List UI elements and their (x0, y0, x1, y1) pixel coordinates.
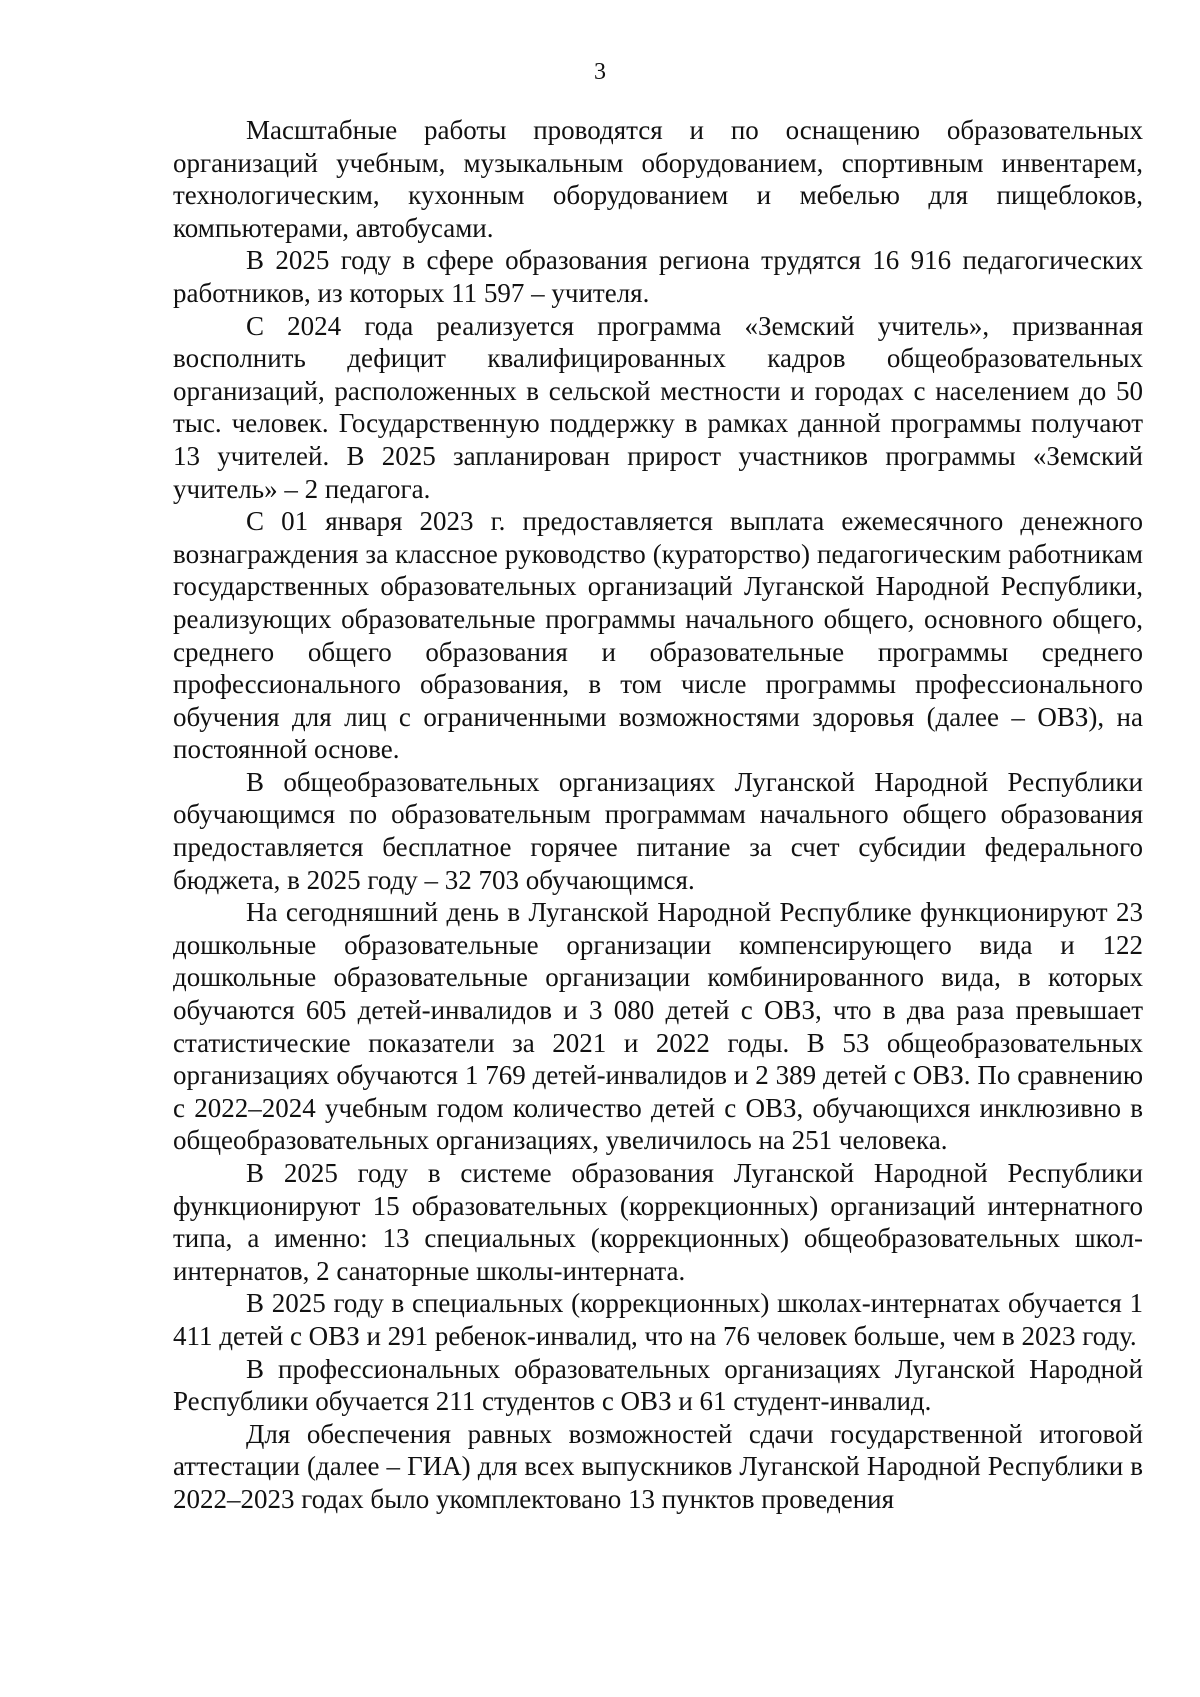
paragraph-teachers-count: В 2025 году в сфере образования региона трудятся 16 916 педагогических работников, из которых 11 597 – учителя. (173, 245, 1143, 308)
paragraph-preschool-inclusion: На сегодняшний день в Луганской Народной Республике функционируют 23 дошкольные образовательные организации компенсирующего вида и 122 дошкольные образовательные организации комбинированного вида, в которых обучаются 605 детей-инвалидов и 3 080 детей с ОВЗ, что в два раза превышает статистические показатели за 2021 и 2022 годы. В 53 общеобразовательных организациях обучаются 1 769 детей-инвалидов и 2 389 детей с ОВЗ. По сравнению с 2022–2024 учебным годом количество детей с ОВЗ, обучающихся инклюзивно в общеобразовательных организациях, увеличилось на 251 человека. (173, 897, 1143, 1156)
paragraph-free-meals: В общеобразовательных организациях Луганской Народной Республики обучающимся по образовательным программам начального общего образования предоставляется бесплатное горячее питание за счет субсидии федерального бюджета, в 2025 году – 32 703 обучающимся. (173, 766, 1143, 895)
paragraph-boarding-schools: В 2025 году в системе образования Луганской Народной Республики функционируют 15 образовательных (коррекционных) организаций интернатного типа, а именно: 13 специальных (коррекционных) общеобразовательных школ-интернатов, 2 санаторные школы-интерната. (173, 1158, 1143, 1286)
paragraph-boarding-students: В 2025 году в специальных (коррекционных) школах-интернатах обучается 1 411 детей с ОВЗ и 291 ребенок-инвалид, что на 76 человек больше, чем в 2023 году. (173, 1288, 1143, 1351)
paragraph-class-guidance-payment: С 01 января 2023 г. предоставляется выплата ежемесячного денежного вознаграждения за классное руководство (кураторство) педагогическим работникам государственных образовательных организаций Луганской Народной Республики, реализующих образовательные программы начального общего, основного общего, среднего общего образования и образовательные программы среднего профессионального образования, в том числе программы профессионального обучения для лиц с ограниченными возможностями здоровья (далее – ОВЗ), на постоянной основе. (173, 506, 1143, 765)
page-number: 3 (594, 59, 606, 85)
paragraph-zemsky-teacher: С 2024 года реализуется программа «Земский учитель», призванная восполнить дефицит квалифицированных кадров общеобразовательных организаций, расположенных в сельской местности и городах с населением до 50 тыс. человек. Государственную поддержку в рамках данной программы получают 13 учителей. В 2025 запланирован прирост участников программы «Земский учитель» – 2 педагога. (173, 310, 1143, 504)
paragraph-equipment: Масштабные работы проводятся и по оснащению образовательных организаций учебным, музыкальным оборудованием, спортивным инвентарем, технологическим, кухонным оборудованием и мебелью для пищеблоков, компьютерами, автобусами. (173, 115, 1143, 243)
document-body (173, 114, 1143, 1516)
paragraph-vocational-students: В профессиональных образовательных организациях Луганской Народной Республики обучается 211 студентов с ОВЗ и 61 студент-инвалид. (173, 1353, 1143, 1417)
paragraph-state-exam: Для обеспечения равных возможностей сдачи государственной итоговой аттестации (далее – ГИА) для всех выпускников Луганской Народной Республики в 2022–2023 годах было укомплектовано 13 пунктов проведения (173, 1418, 1143, 1514)
